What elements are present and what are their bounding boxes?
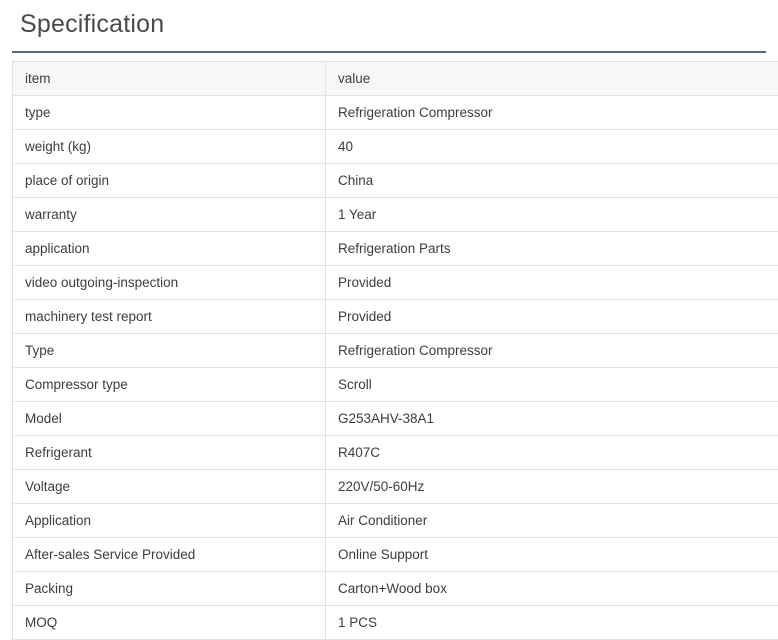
table-row (13, 300, 778, 334)
table-row (13, 368, 778, 402)
spec-item-value: Online Support (326, 538, 778, 572)
spec-item-label: Application (13, 504, 326, 538)
spec-item-value: 40 (326, 130, 778, 164)
specification-table-body (13, 62, 778, 640)
table-row (13, 572, 778, 606)
page-title: Specification (12, 0, 766, 53)
spec-item-value: Provided (326, 266, 778, 300)
spec-item-label: place of origin (13, 164, 326, 198)
spec-item-label: machinery test report (13, 300, 326, 334)
spec-item-value: Provided (326, 300, 778, 334)
table-row (13, 96, 778, 130)
table-header-row (13, 62, 778, 96)
spec-item-label: weight (kg) (13, 130, 326, 164)
spec-item-value: Carton+Wood box (326, 572, 778, 606)
spec-item-value: Air Conditioner (326, 504, 778, 538)
spec-item-value: Refrigeration Compressor (326, 334, 778, 368)
table-row (13, 266, 778, 300)
spec-item-value: 1 PCS (326, 606, 778, 640)
spec-item-value: R407C (326, 436, 778, 470)
table-row (13, 436, 778, 470)
table-row (13, 504, 778, 538)
table-row (13, 164, 778, 198)
table-row (13, 130, 778, 164)
spec-item-label: Refrigerant (13, 436, 326, 470)
spec-item-label: Model (13, 402, 326, 436)
spec-item-label: Type (13, 334, 326, 368)
spec-item-label: MOQ (13, 606, 326, 640)
spec-item-label: Packing (13, 572, 326, 606)
column-header-item: item (13, 62, 326, 96)
spec-item-label: After-sales Service Provided (13, 538, 326, 572)
spec-item-value: 220V/50-60Hz (326, 470, 778, 504)
spec-item-value: G253AHV-38A1 (326, 402, 778, 436)
spec-item-value: China (326, 164, 778, 198)
spec-item-label: application (13, 232, 326, 266)
table-row (13, 538, 778, 572)
spec-item-label: warranty (13, 198, 326, 232)
column-header-value: value (326, 62, 778, 96)
spec-item-label: type (13, 96, 326, 130)
spec-item-value: Scroll (326, 368, 778, 402)
table-row (13, 402, 778, 436)
spec-item-value: Refrigeration Parts (326, 232, 778, 266)
table-row (13, 232, 778, 266)
table-row (13, 470, 778, 504)
spec-item-value: Refrigeration Compressor (326, 96, 778, 130)
table-row (13, 198, 778, 232)
table-row (13, 606, 778, 640)
specification-table (12, 61, 778, 640)
spec-item-value: 1 Year (326, 198, 778, 232)
table-row (13, 334, 778, 368)
spec-item-label: Voltage (13, 470, 326, 504)
spec-item-label: Compressor type (13, 368, 326, 402)
spec-item-label: video outgoing-inspection (13, 266, 326, 300)
